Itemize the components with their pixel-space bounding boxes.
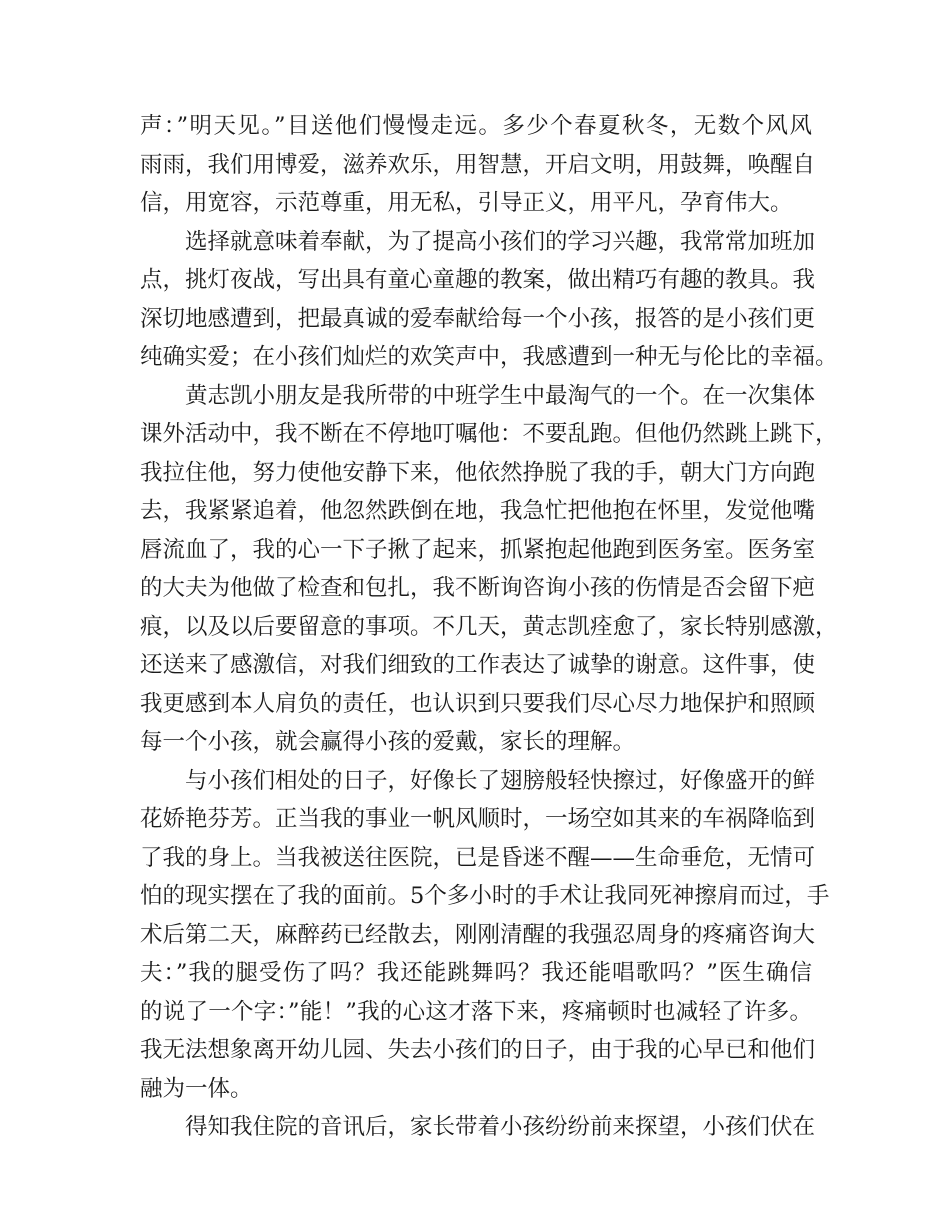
text-line: 痕，以及以后要留意的事项。不几天，黄志凯痊愈了，家长特别感激， bbox=[140, 613, 838, 640]
text-line: 的大夫为他做了检查和包扎，我不断询咨询小孩的伤情是否会留下疤 bbox=[140, 575, 816, 601]
text-line: 融为一体。 bbox=[140, 1075, 253, 1102]
text-line: 得知我住院的音讯后，家长带着小孩纷纷前来探望，小孩们伏在 bbox=[185, 1114, 816, 1140]
text-line: 与小孩们相处的日子，好像长了翅膀般轻快擦过，好像盛开的鲜 bbox=[185, 767, 816, 794]
text-line: 每一个小孩，就会赢得小孩的爱戴，家长的理解。 bbox=[140, 729, 636, 755]
text-line: 怕的现实摆在了我的面前。5个多小时的手术让我同死神擦肩而过，手 bbox=[140, 883, 830, 909]
text-line: 了我的身上。当我被送往医院，已是昏迷不醒——生命垂危，无情可 bbox=[140, 844, 816, 871]
text-line: 的说了一个字：”能！”我的心这才落下来，疼痛顿时也减轻了许多。 bbox=[140, 998, 812, 1025]
text-line: 唇流血了，我的心一下子揪了起来，抓紧抱起他跑到医务室。医务室 bbox=[140, 536, 816, 563]
text-line: 点，挑灯夜战，写出具有童心童趣的教案，做出精巧有趣的教具。我 bbox=[140, 267, 816, 293]
text-line: 花娇艳芬芳。正当我的事业一帆风顺时，一场空如其来的车祸降临到 bbox=[140, 806, 816, 832]
text-line: 还送来了感激信，对我们细致的工作表达了诚挚的谢意。这件事，使 bbox=[140, 652, 816, 678]
text-line: 雨雨，我们用博爱，滋养欢乐，用智慧，开启文明，用鼓舞，唤醒自 bbox=[140, 151, 816, 178]
text-line: 选择就意味着奉献，为了提高小孩们的学习兴趣，我常常加班加 bbox=[185, 228, 816, 255]
text-line: 深切地感遭到，把最真诚的爱奉献给每一个小孩，报答的是小孩们更 bbox=[140, 305, 816, 332]
text-line: 声：”明天见。”目送他们慢慢走远。多少个春夏秋冬，无数个风风 bbox=[140, 113, 812, 139]
text-line: 我无法想象离开幼儿园、失去小孩们的日子，由于我的心早已和他们 bbox=[140, 1037, 816, 1063]
text-line: 我拉住他，努力使他安静下来，他依然挣脱了我的手，朝大门方向跑 bbox=[140, 459, 816, 486]
text-line: 术后第二天，麻醉药已经散去，刚刚清醒的我强忍周身的疼痛咨询大 bbox=[140, 921, 816, 948]
text-line: 课外活动中，我不断在不停地叮嘱他：不要乱跑。但他仍然跳上跳下， bbox=[140, 421, 838, 447]
text-line: 纯确实爱；在小孩们灿烂的欢笑声中，我感遭到一种无与伦比的幸福。 bbox=[140, 344, 838, 370]
text-line: 信，用宽容，示范尊重，用无私，引导正义，用平凡，孕育伟大。 bbox=[140, 190, 793, 216]
text-line: 我更感到本人肩负的责任，也认识到只要我们尽心尽力地保护和照顾 bbox=[140, 690, 816, 717]
text-line: 黄志凯小朋友是我所带的中班学生中最淘气的一个。在一次集体 bbox=[185, 382, 816, 409]
body-text bbox=[140, 107, 838, 1147]
text-line: 去，我紧紧追着，他忽然跌倒在地，我急忙把他抱在怀里，发觉他嘴 bbox=[140, 498, 816, 524]
text-line: 夫：”我的腿受伤了吗？我还能跳舞吗？我还能唱歌吗？”医生确信 bbox=[140, 960, 812, 986]
